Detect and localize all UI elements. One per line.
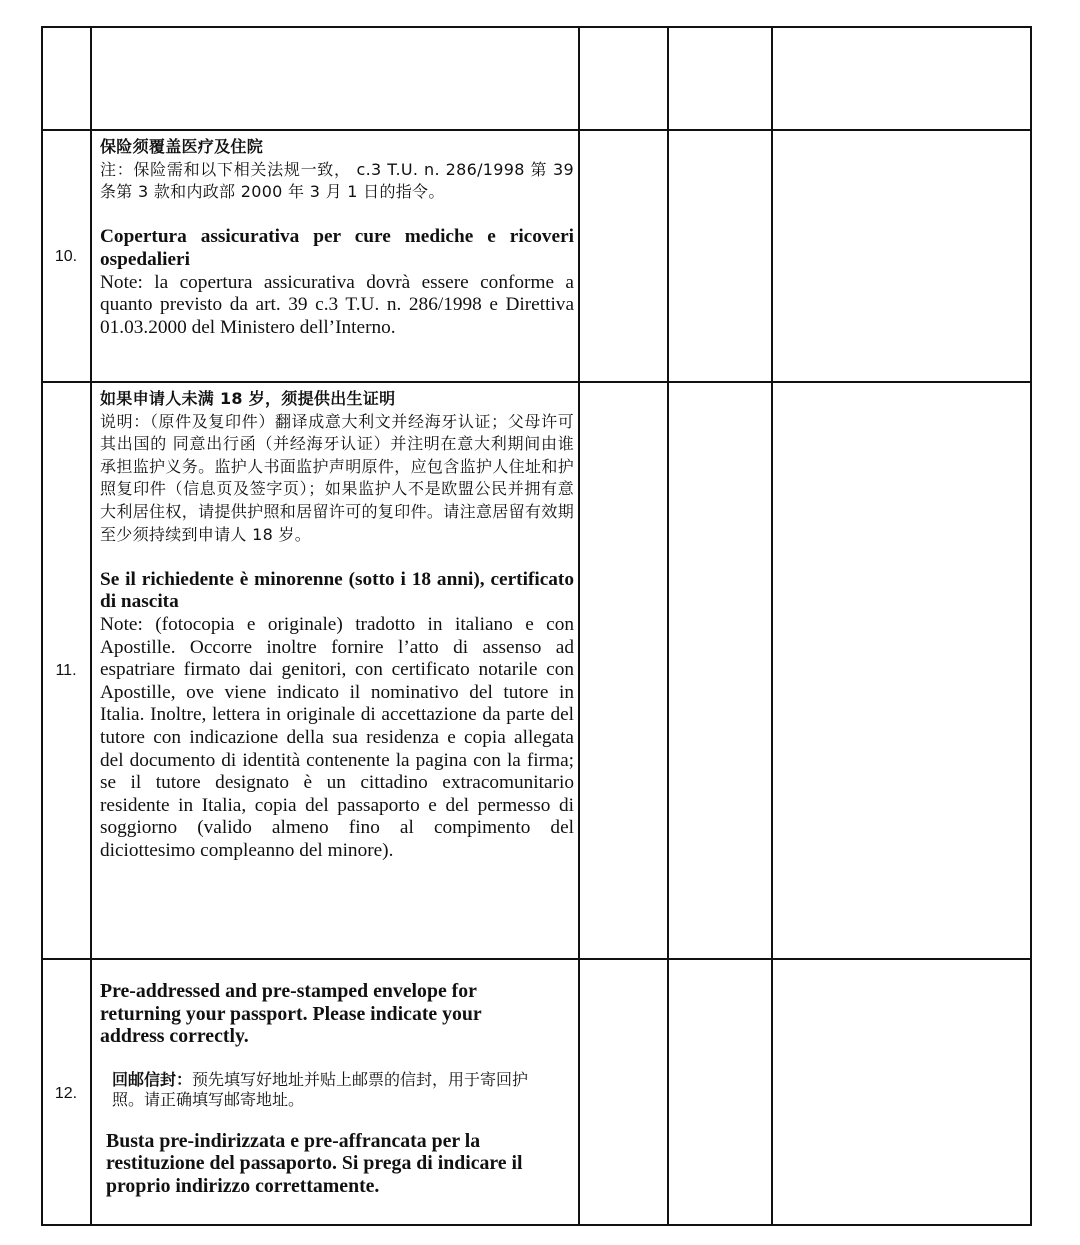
requirement-cell	[100, 136, 574, 339]
it-title: Se il richiedente è minorenne (sotto i 18 anni), certificato di nascita	[100, 568, 574, 613]
column-divider	[771, 26, 773, 1226]
table-border-left	[41, 26, 43, 1226]
row-number: 11.	[55, 662, 77, 679]
zh-title: 保险须覆盖医疗及住院	[100, 137, 264, 156]
table-border-bottom	[41, 1224, 1032, 1226]
row-divider	[41, 958, 1032, 960]
column-divider	[578, 26, 580, 1226]
row-divider	[41, 129, 1032, 131]
row-number: 10.	[54, 248, 78, 265]
zh-text: 预先填写好地址并贴上邮票的信封，用于寄回护照。请正确填写邮寄地址。	[112, 1069, 529, 1109]
zh-note: 注：保险需和以下相关法规一致， c.3 T.U. n. 286/1998 第 39 条第 3 款和内政部 2000 年 3 月 1 日的指令。	[100, 159, 574, 202]
zh-title: 如果申请人未满 18 岁，须提供出生证明	[100, 389, 396, 408]
row-number: 12.	[54, 1085, 78, 1102]
it-title: Busta pre-indirizzata e pre-affrancata per la restituzione del passaporto. Si prega di indicare il proprio indirizzo correttamente.	[106, 1129, 523, 1197]
zh-label: 回邮信封：	[112, 1069, 193, 1089]
row-divider	[41, 381, 1032, 383]
column-divider	[667, 26, 669, 1226]
column-divider	[90, 26, 92, 1226]
table-border-top	[41, 26, 1032, 28]
requirement-cell	[100, 388, 574, 862]
table-border-right	[1030, 26, 1032, 1226]
it-note: Note: (fotocopia e originale) tradotto in italiano e con Apostille. Occorre inoltre fornire l’atto di assenso ad espatriare firmato dai genitori, con certificato notarile con Apostille, ove viene indicato il nominativo del tutore in Italia. Inoltre, lettera in originale di accettazione da parte del tutore con indicazione della sua residenza e copia allegata del documento di identità contenente la pagina con la firma; se il tutore designato è un cittadino extracomunitario residente in Italia, copia del passaporto e del permesso di soggiorno (valido almeno fino al compimento del diciottesimo compleanno del minore).	[100, 613, 574, 861]
zh-note: 说明：（原件及复印件）翻译成意大利文并经海牙认证；父母许可其出国的 同意出行函（并经海牙认证）并注明在意大利期间由谁承担监护义务。监护人书面监护声明原件，应包含监护人住址和护照复印件（信息页及签字页）；如果监护人不是欧盟公民并拥有意大利居住权，请提供护照和居留许可的复印件。请注意居留有效期至少须持续到申请人 18 岁。	[100, 411, 574, 544]
it-note: Note: la copertura assicurativa dovrà essere conforme a quanto previsto da art. 39 c.3 T.U. n. 286/1998 e Direttiva 01.03.2000 del Ministero dell’Interno.	[100, 271, 574, 338]
requirement-cell	[100, 980, 574, 1198]
en-title: Pre-addressed and pre-stamped envelope for returning your passport. Please indicate your address correctly.	[100, 980, 482, 1048]
zh-envelope-note	[100, 1070, 552, 1110]
it-title: Copertura assicurativa per cure mediche e ricoveri ospedalieri	[100, 226, 574, 270]
